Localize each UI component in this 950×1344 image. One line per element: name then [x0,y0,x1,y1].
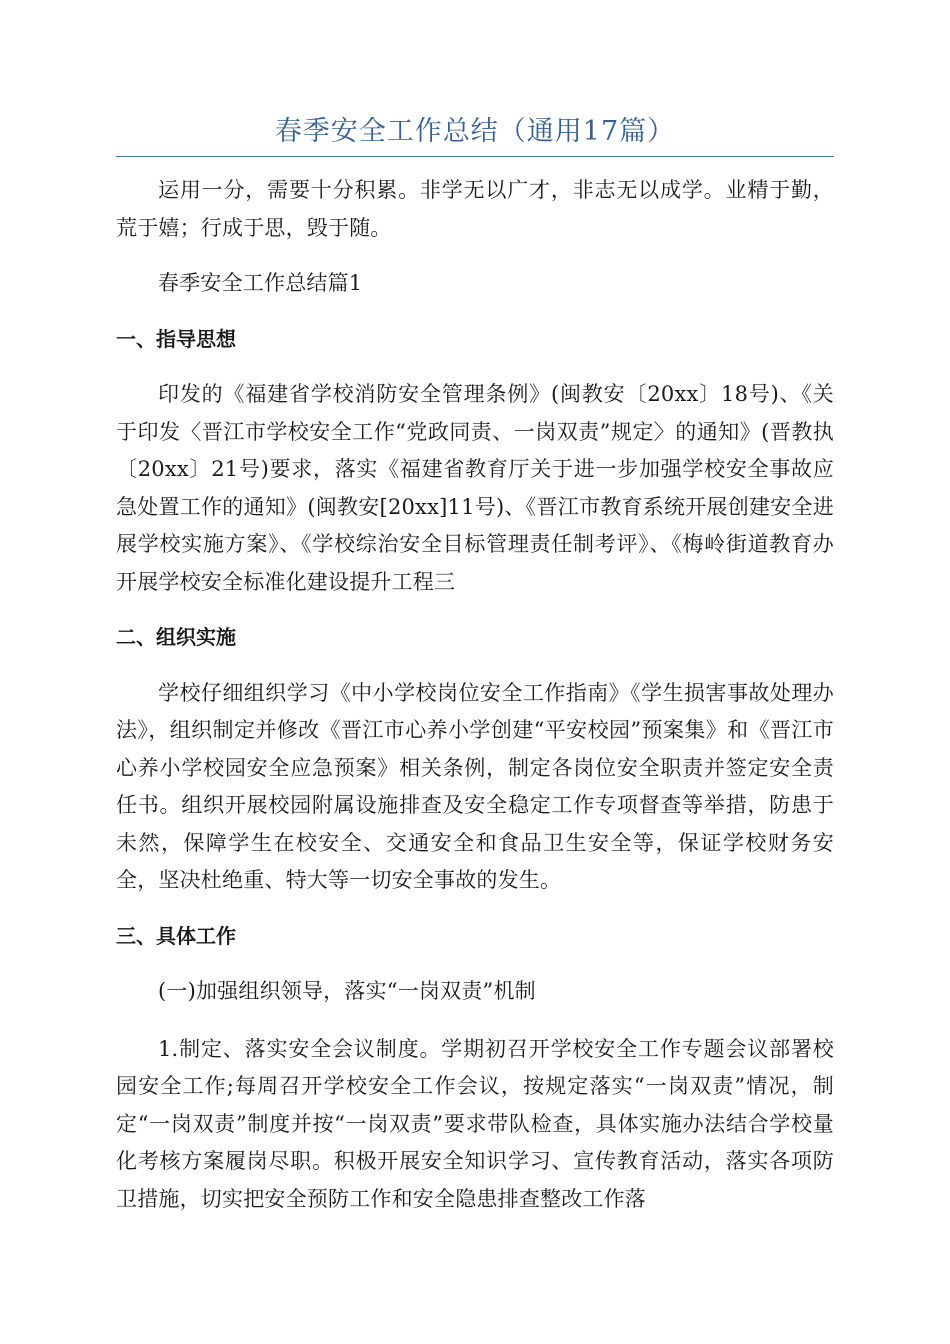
section-heading-specific-work: 三、具体工作 [116,923,236,948]
section-heading-organization: 二、组织实施 [116,625,236,649]
section-paragraph: 学校仔细组织学习《中小学校岗位安全工作指南》《学生损害事故处理办法》，组织制定并修改《晋江市心养小学创建“平安校园”预案集》和《晋江市心养小学校园安全应急预案》相关条例，制定各岗位安全职责并签定安全责任书。组织开展校园附属设施排查及安全稳定工作专项督查等举措，防患于未然，保障学生在校安全、交通安全和食品卫生安全等，保证学校财务安全，坚决杜绝重、特大等一切安全事故的发生。 [116,680,834,892]
intro-paragraph: 运用一分，需要十分积累。非学无以广才，非志无以成学。业精于勤，荒于嬉；行成于思，毁于随。 [116,178,834,240]
section-heading-guiding-ideology: 一、指导思想 [116,326,236,351]
chapter-title: 春季安全工作总结篇1 [158,271,363,295]
subsection-heading: (一)加强组织领导，落实“一岗双责”机制 [158,979,536,1003]
section-paragraph: 1.制定、落实安全会议制度。学期初召开学校安全工作专题会议部署校园安全工作;每周召开学校安全工作会议，按规定落实“一岗双责”情况，制定“一岗双责”制度并按“一岗双责”要求带队检查，具体实施办法结合学校量化考核方案履岗尽职。积极开展安全知识学习、宣传教育活动，落实各项防卫措施，切实把安全预防工作和安全隐患排查整改工作落 [116,1036,834,1211]
document-title: 春季安全工作总结（通用17篇） [274,116,676,147]
title-block [116,108,834,157]
section-paragraph: 印发的《福建省学校消防安全管理条例》(闽教安〔20xx〕18号)、《关于印发〈晋江市学校安全工作“党政同责、一岗双责”规定〉的通知》(晋教执〔20xx〕21号)要求，落实《福建省教育厅关于进一步加强学校安全事故应急处置工作的通知》(闽教安[20xx]11号)、《晋江市教育系统开展创建安全进展学校实施方案》、《学校综治安全目标管理责任制考评》、《梅岭街道教育办开展学校安全标准化建设提升工程三 [116,382,834,594]
document-body [116,172,834,1236]
